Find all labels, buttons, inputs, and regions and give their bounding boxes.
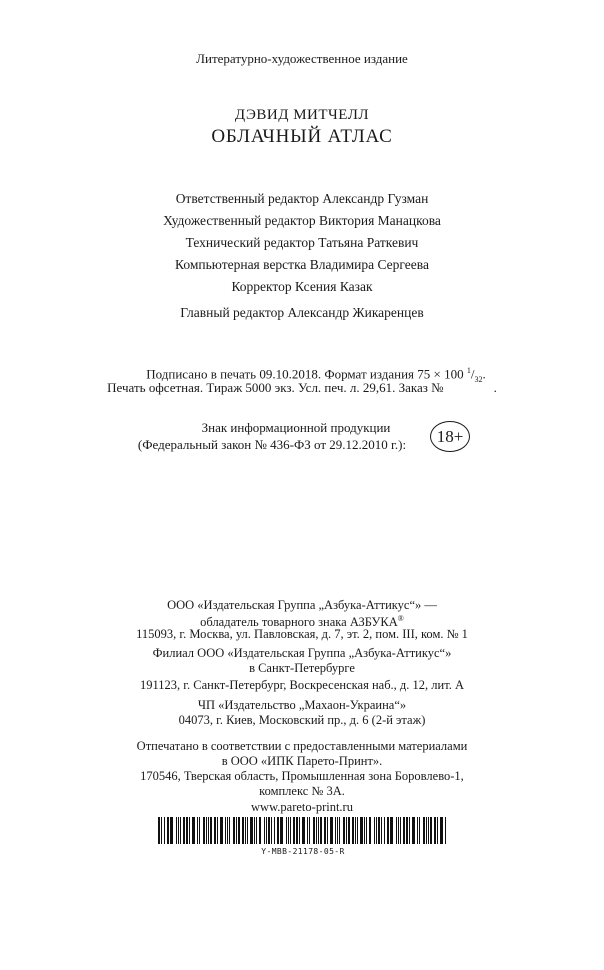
barcode-number: Y-MBB-21178-05-R: [261, 847, 345, 856]
info-mark-line-2: (Федеральный закон № 436-ФЗ от 29.12.2010 г.):: [137, 437, 407, 452]
credit-line: Корректор Ксения Казак: [231, 279, 373, 294]
publisher-line: обладатель товарного знака АЗБУКА®: [200, 614, 404, 630]
chief-editor: Главный редактор Александр Жикаренцев: [180, 305, 424, 320]
publisher-line: в Санкт-Петербурге: [249, 661, 355, 675]
age-rating-badge: 18+: [430, 421, 470, 452]
credit-line: Технический редактор Татьяна Раткевич: [185, 235, 419, 250]
info-mark-line-1: Знак информационной продукции: [201, 420, 391, 435]
credit-line: Ответственный редактор Александр Гузман: [175, 191, 429, 206]
edition-type: Литературно-художественное издание: [196, 51, 408, 66]
printer-line: в ООО «ИПК Парето-Принт».: [221, 754, 383, 768]
publisher-line: 115093, г. Москва, ул. Павловская, д. 7, эт. 2, пом. III, ком. № 1: [136, 627, 468, 641]
publisher-line: ЧП «Издательство „Махаон-Украина“»: [197, 698, 407, 712]
credit-line: Художественный редактор Виктория Манацкова: [163, 213, 441, 228]
publisher-line: 04073, г. Киев, Московский пр., д. 6 (2-й этаж): [178, 713, 426, 727]
book-title: ОБЛАЧНЫЙ АТЛАС: [211, 126, 393, 147]
credit-line: Компьютерная верстка Владимира Сергеева: [175, 257, 429, 272]
printer-line: 170546, Тверская область, Промышленная зона Боровлево-1,: [140, 769, 464, 783]
printer-line: www.pareto-print.ru: [251, 800, 353, 814]
barcode-icon: [158, 817, 448, 844]
publisher-line: Филиал ООО «Издательская Группа „Азбука-Аттикус“»: [152, 646, 452, 660]
printer-line: комплекс № 3А.: [259, 784, 345, 798]
imprint-line-1: Подписано в печать 09.10.2018. Формат издания 75 × 100 $^1/_{32}$.: [146, 366, 486, 384]
printer-line: Отпечатано в соответствии с предоставленными материалами: [136, 739, 468, 753]
imprint-line-2: Печать офсетная. Тираж 5000 экз. Усл. печ. л. 29,61. Заказ № .: [107, 380, 497, 395]
publisher-line: 191123, г. Санкт-Петербург, Воскресенская наб., д. 12, лит. А: [139, 678, 465, 692]
publisher-line: ООО «Издательская Группа „Азбука-Аттикус“» —: [167, 598, 437, 612]
author-name: ДЭВИД МИТЧЕЛЛ: [234, 107, 370, 123]
